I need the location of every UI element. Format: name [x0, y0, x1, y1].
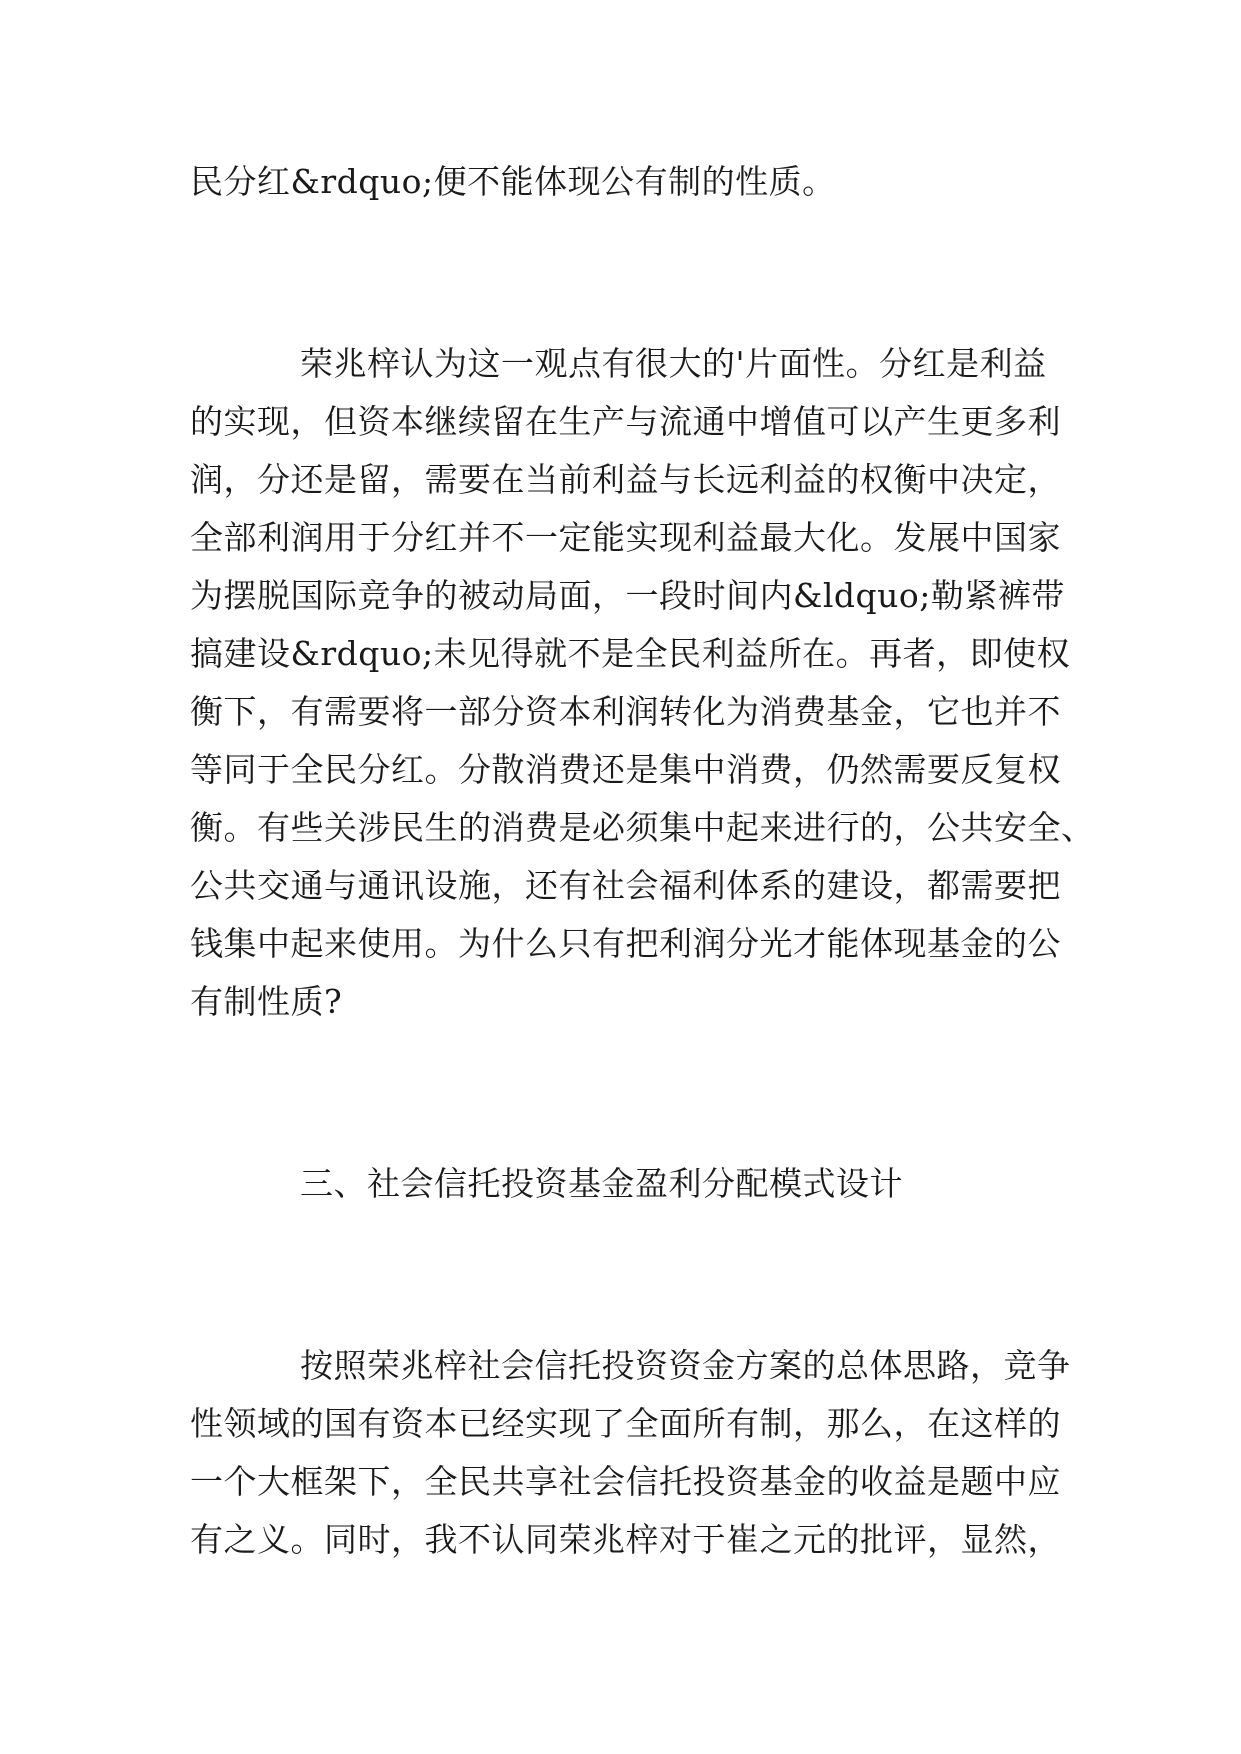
- paragraph-line: 搞建设&rdquo;未见得就不是全民利益所在。再者，即使权: [190, 634, 1071, 673]
- paragraph-line: 一个大框架下，全民共享社会信托投资基金的收益是题中应: [190, 1462, 1061, 1501]
- paragraph-line: 按照荣兆梓社会信托投资资金方案的总体思路，竞争: [300, 1346, 1071, 1385]
- paragraph-line: 有制性质?: [190, 982, 343, 1021]
- paragraph-line: 衡下，有需要将一部分资本利润转化为消费基金，它也并不: [190, 692, 1061, 731]
- paragraph-line: 民分红&rdquo;便不能体现公有制的性质。: [190, 162, 836, 201]
- paragraph-line: 性领域的国有资本已经实现了全面所有制，那么，在这样的: [190, 1404, 1061, 1443]
- paragraph-line: 为摆脱国际竞争的被动局面，一段时间内&ldquo;勒紧裤带: [190, 576, 1065, 615]
- paragraph-line: 有之义。同时，我不认同荣兆梓对于崔之元的批评，显然，: [190, 1520, 1061, 1559]
- paragraph-line: 衡。有些关涉民生的消费是必须集中起来进行的，公共安全、: [190, 808, 1095, 847]
- paragraph-line: 的实现，但资本继续留在生产与流通中增值可以产生更多利: [190, 402, 1061, 441]
- paragraph-line: 全部利润用于分红并不一定能实现利益最大化。发展中国家: [190, 518, 1061, 557]
- paragraph-line: 等同于全民分红。分散消费还是集中消费，仍然需要反复权: [190, 750, 1061, 789]
- paragraph-line: 公共交通与通讯设施，还有社会福利体系的建设，都需要把: [190, 866, 1061, 905]
- paragraph-line: 荣兆梓认为这一观点有很大的'片面性。分红是利益: [300, 344, 1047, 383]
- paragraph-line: 钱集中起来使用。为什么只有把利润分光才能体现基金的公: [190, 924, 1061, 963]
- section-heading: 三、社会信托投资基金盈利分配模式设计: [300, 1164, 903, 1203]
- paragraph-line: 润，分还是留，需要在当前利益与长远利益的权衡中决定，: [190, 460, 1061, 499]
